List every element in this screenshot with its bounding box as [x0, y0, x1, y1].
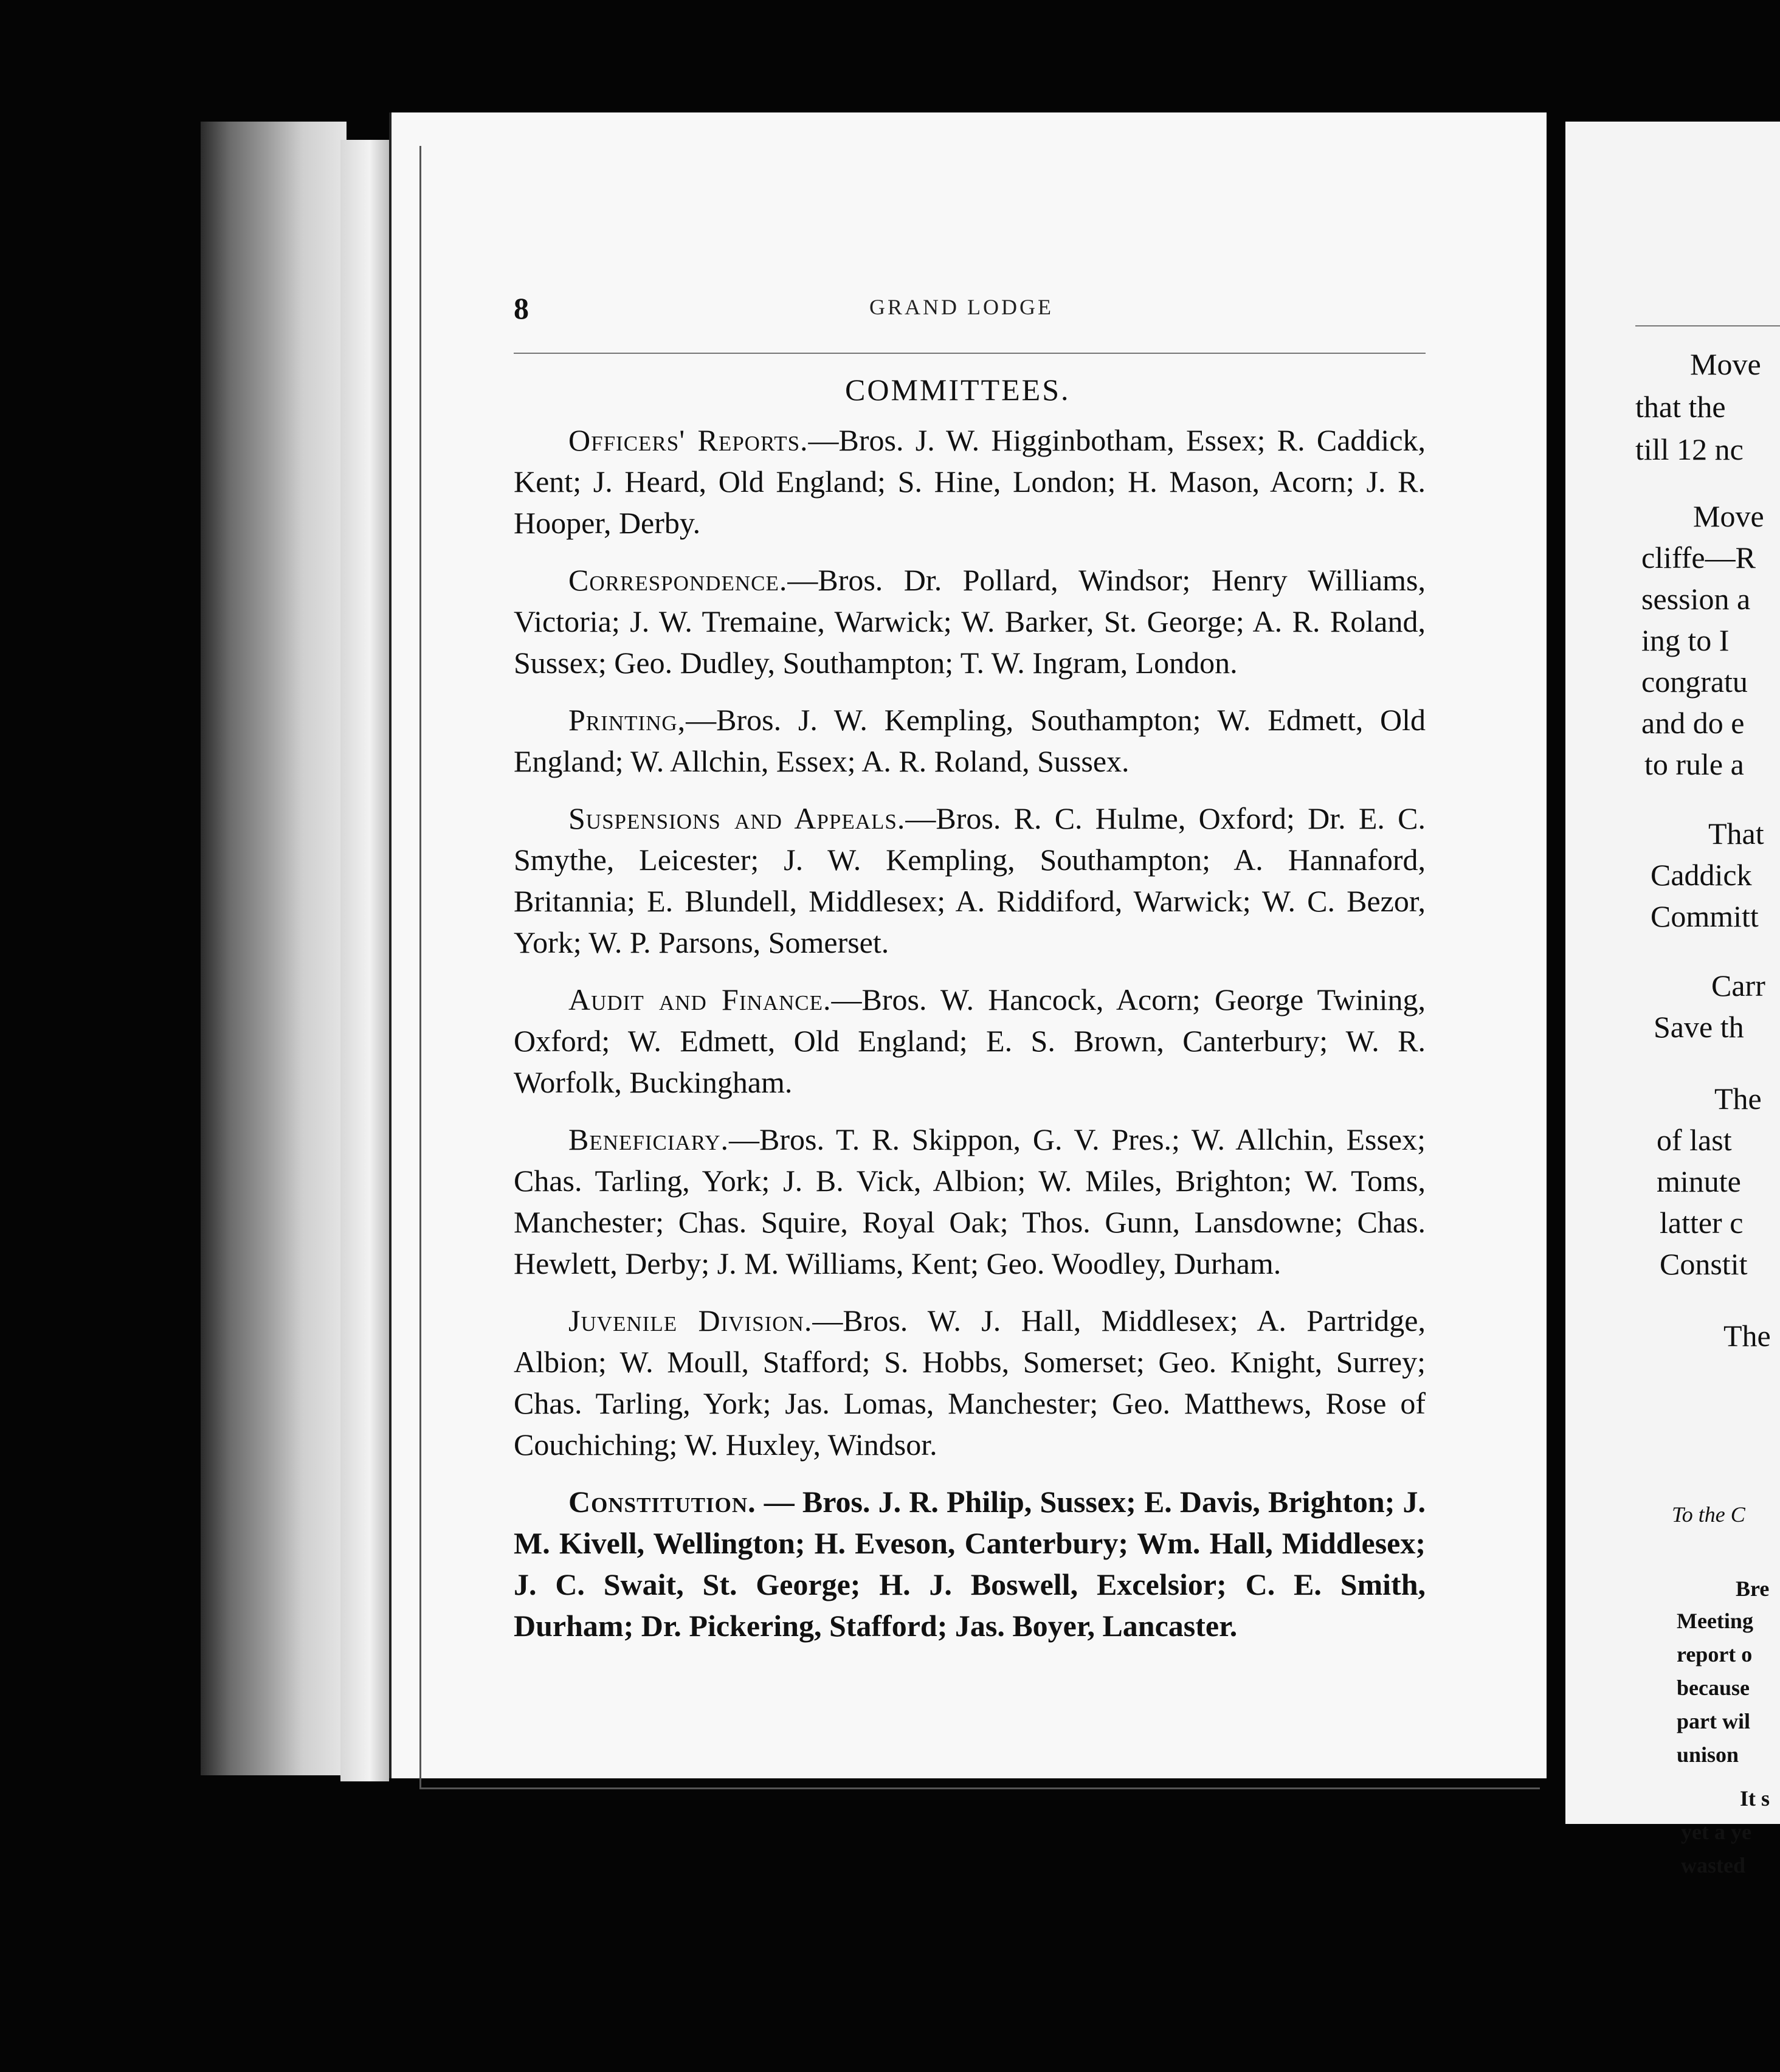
right-fragment: The	[1714, 1082, 1762, 1116]
committee-name: Juvenile Division.	[568, 1304, 813, 1338]
right-fragment: Move	[1690, 347, 1761, 381]
right-fragment: because	[1677, 1676, 1750, 1700]
right-fragment: to rule a	[1644, 747, 1744, 781]
right-fragment: cliffe—R	[1641, 540, 1756, 575]
right-fragment: Bre	[1736, 1576, 1770, 1601]
page-stack-edge	[340, 140, 389, 1781]
right-fragment: It s	[1740, 1786, 1770, 1811]
committee-members: —Bros. T. R. Skippon, G. V. Pres.; W. Allchin, Essex; Chas. Tarling, York; J. B. Vick, Albion; W. Miles, Brighton; W. Toms, Manchester; Chas. Squire, Royal Oak; Thos. Gunn, Lansdowne; Chas. Hewlett, Derby; J. M. Williams, Kent; Geo. Woodley, Durham.	[514, 1122, 1426, 1280]
header-rule	[514, 353, 1426, 354]
page-number: 8	[514, 291, 529, 325]
right-fragment: that the	[1635, 390, 1726, 424]
committee-juvenile-division	[514, 1300, 1426, 1465]
committee-name: Printing,	[568, 703, 686, 737]
right-header-rule	[1635, 325, 1780, 326]
committee-name: Beneficiary.	[568, 1122, 729, 1156]
committee-members: —Bros. W. Hancock, Acorn; George Twining, Oxford; W. Edmett, Old England; E. S. Brown, Canterbury; W. R. Worfolk, Buckingham.	[514, 982, 1426, 1099]
right-fragment: Meeting	[1677, 1609, 1753, 1633]
right-fragment: Carr	[1711, 969, 1765, 1003]
right-fragment: Save th	[1654, 1010, 1744, 1044]
right-fragment: Caddick	[1651, 858, 1752, 892]
right-fragment: minute	[1657, 1164, 1741, 1198]
right-fragment: and do e	[1641, 706, 1745, 740]
committees-list	[514, 420, 1426, 1662]
committee-correspondence	[514, 559, 1426, 683]
committee-suspensions-appeals	[514, 798, 1426, 963]
right-fragment: unison	[1677, 1742, 1739, 1767]
right-fragment: The	[1723, 1319, 1771, 1353]
committee-members: —Bros. J. W. Kempling, Southampton; W. Edmett, Old England; W. Allchin, Essex; A. R. Roland, Sussex.	[514, 703, 1426, 778]
right-fragment: Committ	[1651, 899, 1759, 933]
right-fragment: part wil	[1677, 1709, 1750, 1733]
right-fragment: yet a ye	[1681, 1820, 1751, 1844]
book-edge	[201, 122, 347, 1775]
committee-name: Officers' Reports.	[568, 423, 809, 457]
right-fragment: wasted	[1681, 1853, 1745, 1877]
committee-name: Correspondence.	[568, 563, 788, 597]
committee-officers-reports	[514, 420, 1426, 544]
right-fragment: That	[1708, 817, 1764, 851]
committee-audit-finance	[514, 979, 1426, 1103]
committee-members: — Bros. J. R. Philip, Sussex; E. Davis, Brighton; J. M. Kivell, Wellington; H. Eveson, Canterbury; Wm. Hall, Middlesex; J. C. Swait, St. George; H. J. Boswell, Excelsior; C. E. Smith, Durham; Dr. Pickering, Stafford; Jas. Boyer, Lancaster.	[514, 1485, 1426, 1643]
right-fragment: congratu	[1641, 665, 1748, 699]
committee-members: —Bros. J. W. Higginbotham, Essex; R. Caddick, Kent; J. Heard, Old England; S. Hine, London; H. Mason, Acorn; J. R. Hooper, Derby.	[514, 423, 1426, 540]
right-fragment: till 12 nc	[1635, 432, 1744, 466]
right-fragment: ing to I	[1641, 623, 1730, 657]
committee-members: —Bros. Dr. Pollard, Windsor; Henry Williams, Victoria; J. W. Tremaine, Warwick; W. Barker, St. George; A. R. Roland, Sussex; Geo. Dudley, Southampton; T. W. Ingram, London.	[514, 563, 1426, 680]
right-fragment: Constit	[1660, 1247, 1748, 1281]
running-head: GRAND LODGE	[869, 295, 1054, 319]
committee-printing	[514, 699, 1426, 782]
right-fragment: latter c	[1660, 1206, 1744, 1240]
committee-members: —Bros. R. C. Hulme, Oxford; Dr. E. C. Smythe, Leicester; J. W. Kempling, Southampton; A. Hannaford, Britannia; E. Blundell, Middlesex; A. Riddiford, Warwick; W. C. Bezor, York; W. P. Parsons, Somerset.	[514, 801, 1426, 959]
right-fragment: Move	[1693, 499, 1764, 533]
right-fragment: report o	[1677, 1642, 1753, 1666]
section-title: COMMITTEES.	[845, 373, 1071, 407]
committee-name: Constitution.	[568, 1485, 756, 1519]
right-fragment: session a	[1641, 582, 1751, 616]
committee-members: —Bros. W. J. Hall, Middlesex; A. Partridge, Albion; W. Moull, Stafford; S. Hobbs, Somerset; Geo. Knight, Surrey; Chas. Tarling, York; Jas. Lomas, Manchester; Geo. Matthews, Rose of Couchiching; W. Huxley, Windsor.	[514, 1304, 1426, 1462]
committee-constitution	[514, 1481, 1426, 1646]
right-fragment: To the C	[1672, 1502, 1745, 1527]
committee-name: Suspensions and Appeals.	[568, 801, 906, 835]
committee-name: Audit and Finance.	[568, 982, 832, 1017]
right-fragment: of last	[1657, 1123, 1732, 1157]
committee-beneficiary	[514, 1119, 1426, 1284]
